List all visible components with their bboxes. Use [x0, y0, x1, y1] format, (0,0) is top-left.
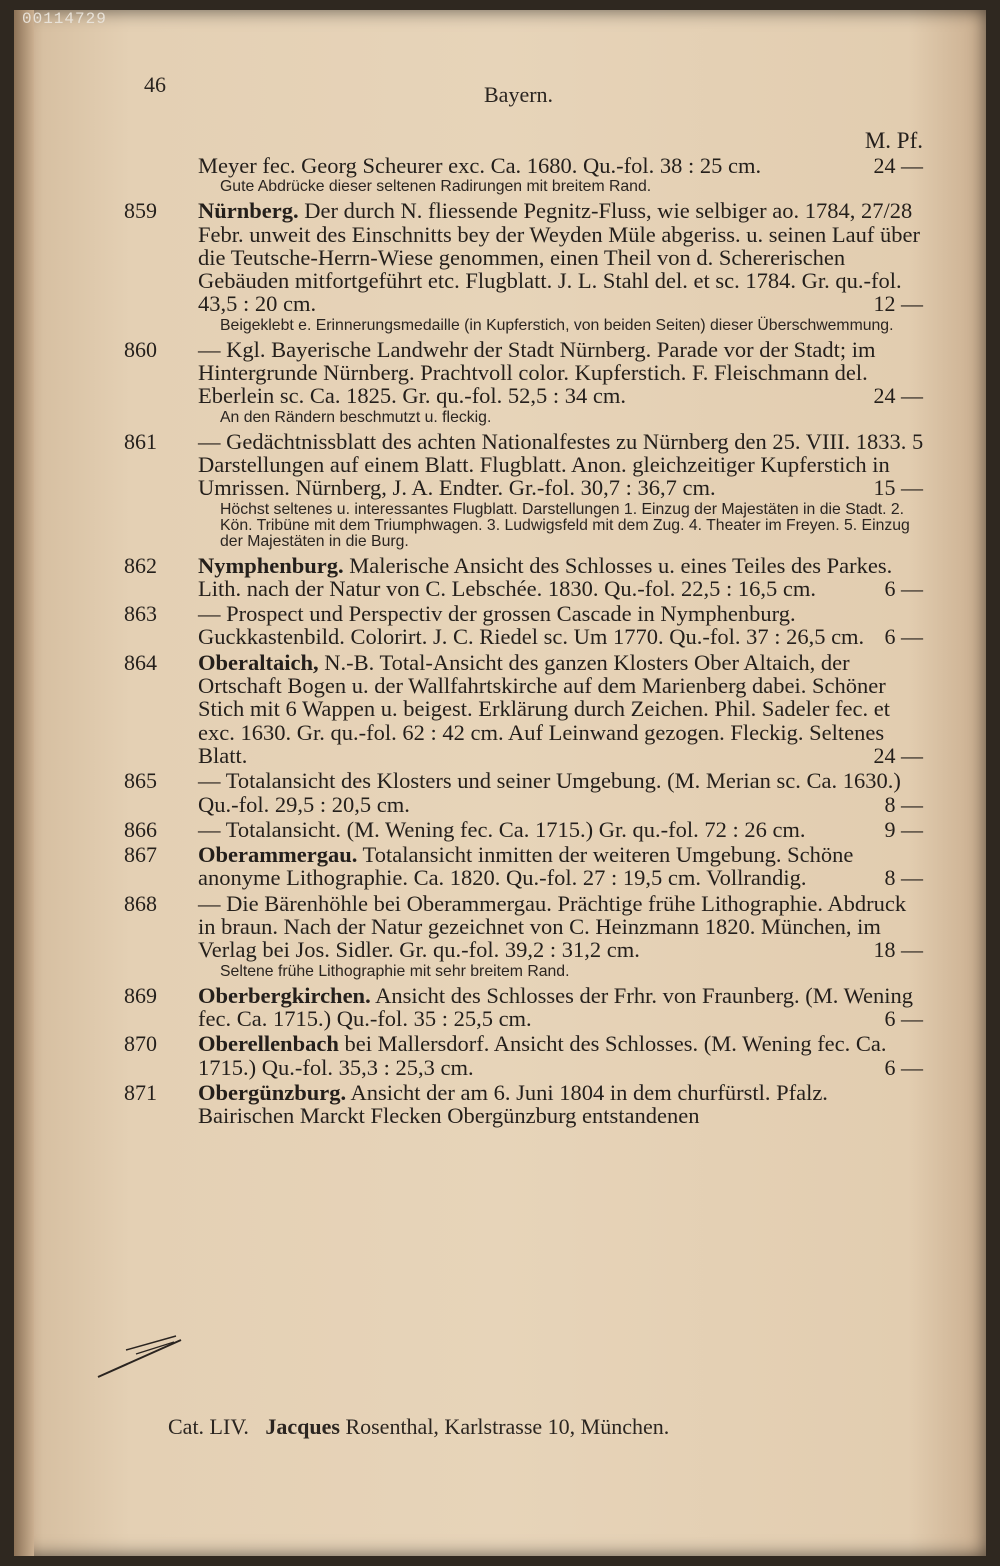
entry-price: 9 —	[884, 816, 923, 842]
entry-body	[198, 1081, 927, 1128]
entry-description: — Totalansicht des Klosters und seiner Umgebung. (M. Merian sc. Ca. 1630.) Qu.-fol. 29,5 : 20,5 cm.	[198, 768, 901, 817]
entry-price: 24 —	[873, 153, 923, 178]
entry-body	[198, 892, 927, 962]
entry-description: Ansicht der am 6. Juni 1804 in dem churfürstl. Pfalz. Bairischen Marckt Flecken Obergünzburg entstandenen	[198, 1079, 828, 1129]
entry-number: 864	[124, 649, 157, 675]
entries-list	[124, 153, 927, 1129]
entry-note: Höchst seltenes u. interessantes Flugblatt. Darstellungen 1. Einzug der Majestäten in die Stadt. 2. Kön. Tribüne mit dem Triumphwagen. 3. Ludwigsfeld mit dem Zug. 4. Theater im Freyen. 5. Einzug der Majestäten in die Burg.	[220, 500, 910, 550]
entry-body	[198, 843, 927, 890]
entry-body	[198, 984, 927, 1031]
entry-place-name: Oberbergkirchen.	[198, 982, 371, 1008]
entry-place-name: Oberaltaich,	[198, 649, 319, 675]
entry-body	[198, 651, 927, 767]
entry-number: 870	[124, 1031, 157, 1057]
entry-body	[198, 1032, 927, 1079]
entry-description: — Kgl. Bayerische Landwehr der Stadt Nürnberg. Parade vor der Stadt; im Hintergrunde Nürnberg. Prachtvoll color. Kupferstich. F. Fleischmann del. Eberlein sc. Ca. 1825. Gr. qu.-fol. 52,5 : 34 cm.	[198, 336, 876, 409]
entry-body	[198, 154, 927, 177]
entry-description: Malerische Ansicht des Schlosses u. eines Teiles des Parkes. Lith. nach der Natur von C. Lebschée. 1830. Qu.-fol. 22,5 : 16,5 cm.	[198, 552, 893, 601]
page-number: 46	[144, 72, 166, 97]
currency-header: M. Pf.	[864, 128, 923, 153]
entry-number: 862	[124, 552, 157, 578]
catalog-entry	[124, 649, 927, 768]
entry-number: 871	[124, 1079, 157, 1105]
footer-cat: Cat. LIV.	[168, 1414, 249, 1439]
catalog-entry	[124, 982, 927, 1031]
entry-price: 6 —	[884, 575, 923, 601]
entry-number: 865	[124, 768, 157, 794]
entry-description: — Die Bärenhöhle bei Oberammergau. Prächtige frühe Lithographie. Abdruck in braun. Nach der Natur gezeichnet von C. Heinzmann 1820. München, im Verlag bei Jos. Sidler. Gr. qu.-fol. 39,2 : 31,2 cm.	[198, 890, 907, 963]
entry-description: — Prospect und Perspectiv der grossen Cascade in Nymphenburg. Guckkastenbild. Colorirt. J. C. Riedel sc. Um 1770. Qu.-fol. 37 : 26,5 cm.	[198, 601, 865, 650]
entry-note: An den Rändern beschmutzt u. fleckig.	[220, 408, 492, 426]
footer-address: Rosenthal, Karlstrasse 10, München.	[345, 1414, 670, 1439]
catalog-page	[14, 10, 986, 1556]
entry-description: Ansicht des Schlosses der Frhr. von Fraunberg. (M. Wening fec. Ca. 1715.) Qu.-fol. 35 : 25,5 cm.	[198, 982, 914, 1031]
entry-body	[198, 818, 927, 841]
archive-label: 00114729	[22, 10, 107, 28]
entry-description: Meyer fec. Georg Scheurer exc. Ca. 1680. Qu.-fol. 38 : 25 cm.	[198, 153, 762, 178]
entry-body	[198, 199, 927, 315]
entry-description: — Totalansicht. (M. Wening fec. Ca. 1715.) Gr. qu.-fol. 72 : 26 cm.	[198, 816, 806, 842]
catalog-entry	[124, 428, 927, 501]
entry-number: 863	[124, 601, 157, 627]
entry-description: — Gedächtnissblatt des achten Nationalfestes zu Nürnberg den 25. VIII. 1833. 5 Darstellungen auf einem Blatt. Flugblatt. Anon. gleichzeitiger Kupferstich in Umrissen. Nürnberg, J. A. Endter. Gr.-fol. 30,7 : 36,7 cm.	[198, 428, 924, 501]
catalog-entry	[124, 1079, 927, 1129]
entry-body	[198, 430, 927, 500]
entry-number: 860	[124, 336, 157, 362]
entry-description: N.-B. Total-Ansicht des ganzen Klosters Ober Altaich, der Ortschaft Bogen u. der Wallfahrtskirche auf dem Marienberg dabei. Schöner Stich mit 6 Wappen u. beigest. Erklärung durch Zeichen. Phil. Sadeler fec. et exc. 1630. Gr. qu.-fol. 62 : 42 cm. Auf Leinwand gezogen. Fleckig. Seltenes Blatt.	[198, 649, 890, 768]
entry-price: 24 —	[873, 742, 923, 768]
entry-place-name: Oberellenbach	[198, 1031, 339, 1057]
catalog-entry	[124, 816, 927, 842]
catalog-entry	[124, 1031, 927, 1080]
catalog-entry	[124, 336, 927, 409]
catalog-entry	[124, 842, 927, 891]
entry-body	[198, 554, 927, 601]
entry-place-name: Nürnberg.	[198, 198, 299, 224]
entry-note: Beigeklebt e. Erinnerungsmedaille (in Kupferstich, von beiden Seiten) dieser Überschwemmung.	[220, 316, 894, 334]
entry-body	[198, 602, 927, 649]
catalog-entry	[124, 890, 927, 963]
entry-number: 866	[124, 816, 157, 842]
catalog-entry	[124, 768, 927, 817]
entry-body	[198, 769, 927, 816]
page-binding-edge	[14, 10, 34, 1556]
catalog-entry	[124, 601, 927, 650]
entry-price: 18 —	[873, 937, 923, 963]
entry-price: 8 —	[884, 791, 923, 817]
catalog-entry	[124, 552, 927, 601]
running-head: Bayern.	[484, 82, 554, 107]
entry-description: bei Mallersdorf. Ansicht des Schlosses. (M. Wening fec. Ca. 1715.) Qu.-fol. 35,3 : 25,3 cm.	[198, 1031, 887, 1080]
entry-number: 868	[124, 890, 157, 916]
entry-description: Totalansicht inmitten der weiteren Umgebung. Schöne anonyme Lithographie. Ca. 1820. Qu.-fol. 27 : 19,5 cm. Vollrandig.	[198, 842, 854, 891]
entry-place-name: Oberammergau.	[198, 842, 358, 868]
entry-price: 8 —	[884, 865, 923, 891]
entry-price: 6 —	[884, 1054, 923, 1080]
entry-price: 6 —	[884, 624, 923, 650]
catalog-entry	[132, 154, 927, 177]
entry-price: 12 —	[873, 291, 923, 317]
entry-body	[198, 338, 927, 408]
entry-price: 24 —	[873, 383, 923, 409]
entry-number: 861	[124, 428, 157, 454]
catalog-entry	[124, 198, 927, 317]
entry-place-name: Obergünzburg.	[198, 1079, 347, 1105]
entry-note: Seltene frühe Lithographie mit sehr breitem Rand.	[220, 962, 570, 980]
entry-description: Der durch N. fliessende Pegnitz-Fluss, wie selbiger ao. 1784, 27/28 Febr. unweit des Einschnitts bey der Weyden Müle abgeriss. u. seinen Lauf über die Teutsche-Herrn-Wiese genommen, einen Theil von d. Schererischen Gebäuden mitfortgeführt etc. Flugblatt. J. L. Stahl del. et sc. 1784. Gr. qu.-fol. 43,5 : 20 cm.	[198, 198, 920, 317]
footer-publisher: Jacques	[265, 1414, 340, 1439]
entry-note: Gute Abdrücke dieser seltenen Radirungen mit breitem Rand.	[220, 178, 652, 196]
entry-number: 867	[124, 842, 157, 868]
entry-place-name: Nymphenburg.	[198, 552, 344, 578]
pencil-strike-mark	[96, 1332, 186, 1382]
catalog-footer	[168, 1414, 669, 1440]
entry-number: 859	[124, 198, 157, 224]
entry-price: 6 —	[884, 1005, 923, 1031]
entry-number: 869	[124, 982, 157, 1008]
entry-price: 15 —	[873, 475, 923, 501]
catalog-entries	[124, 128, 927, 1129]
